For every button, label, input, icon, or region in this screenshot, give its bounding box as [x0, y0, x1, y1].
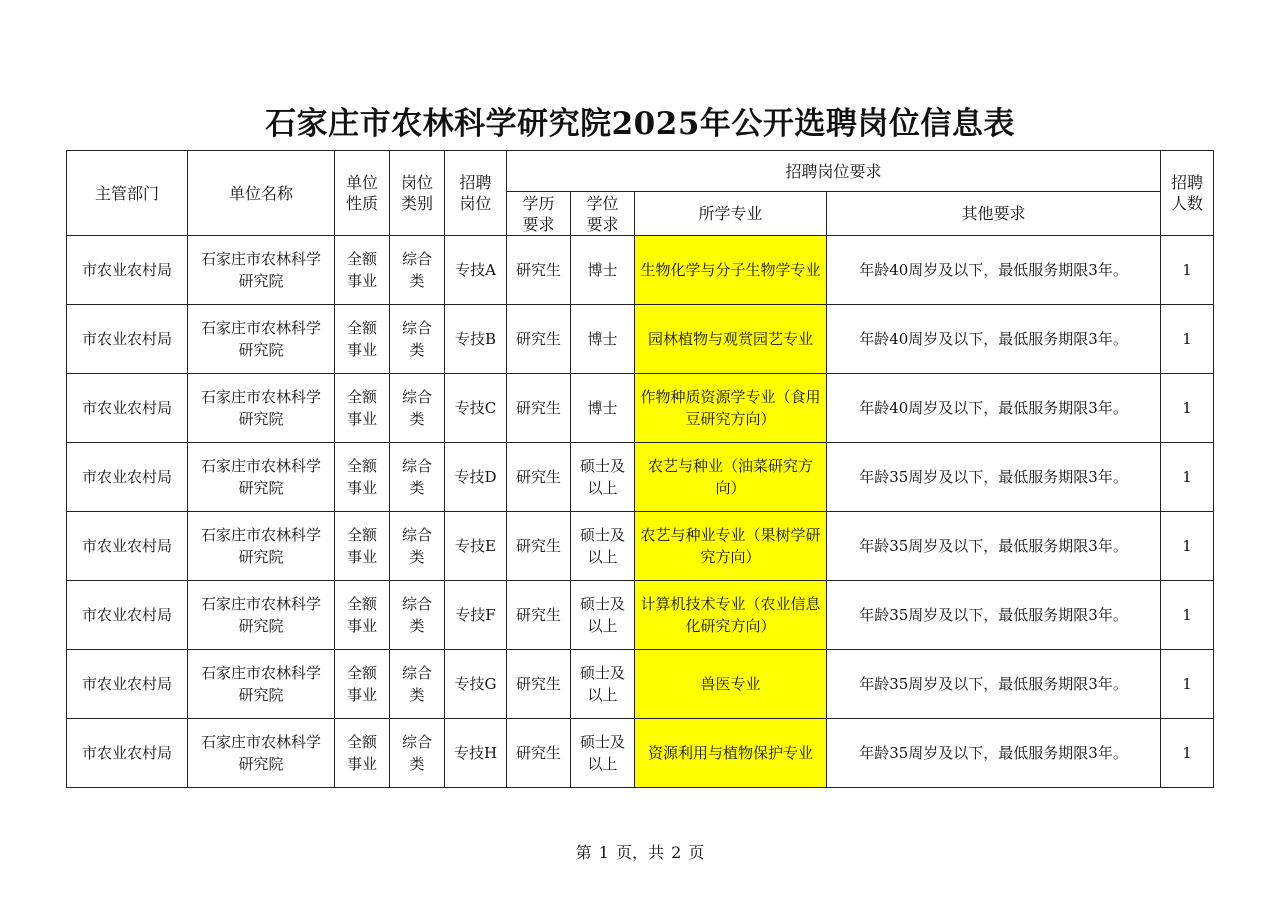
cell-post: 专技G [445, 650, 507, 719]
header-unit: 单位名称 [188, 151, 335, 236]
cell-dept: 市农业农村局 [67, 305, 188, 374]
cell-nature: 全额 事业 [335, 305, 390, 374]
cell-nature: 全额 事业 [335, 650, 390, 719]
cell-education: 研究生 [507, 512, 571, 581]
cell-count: 1 [1161, 512, 1214, 581]
cell-post: 专技E [445, 512, 507, 581]
cell-dept: 市农业农村局 [67, 374, 188, 443]
cell-nature: 全额 事业 [335, 581, 390, 650]
cell-other: 年龄35周岁及以下，最低服务期限3年。 [827, 719, 1161, 788]
cell-other: 年龄40周岁及以下，最低服务期限3年。 [827, 236, 1161, 305]
cell-count: 1 [1161, 374, 1214, 443]
cell-unit: 石家庄市农林科学 研究院 [188, 443, 335, 512]
cell-count: 1 [1161, 236, 1214, 305]
header-nature: 单位 性质 [335, 151, 390, 236]
cell-other: 年龄35周岁及以下，最低服务期限3年。 [827, 650, 1161, 719]
cell-category: 综合 类 [390, 236, 445, 305]
header-category: 岗位 类别 [390, 151, 445, 236]
cell-major: 农艺与种业专业（果树学研究方向） [635, 512, 827, 581]
cell-post: 专技D [445, 443, 507, 512]
cell-category: 综合 类 [390, 443, 445, 512]
table-row [67, 650, 1214, 719]
cell-nature: 全额 事业 [335, 443, 390, 512]
cell-dept: 市农业农村局 [67, 719, 188, 788]
cell-degree: 硕士及 以上 [571, 443, 635, 512]
header-education: 学历 要求 [507, 192, 571, 236]
cell-post: 专技F [445, 581, 507, 650]
cell-degree: 硕士及 以上 [571, 719, 635, 788]
cell-unit: 石家庄市农林科学 研究院 [188, 512, 335, 581]
cell-count: 1 [1161, 650, 1214, 719]
cell-dept: 市农业农村局 [67, 650, 188, 719]
cell-other: 年龄35周岁及以下，最低服务期限3年。 [827, 443, 1161, 512]
cell-dept: 市农业农村局 [67, 236, 188, 305]
cell-post: 专技H [445, 719, 507, 788]
cell-nature: 全额 事业 [335, 236, 390, 305]
cell-education: 研究生 [507, 650, 571, 719]
footer-suffix: 页 [688, 843, 705, 862]
cell-unit: 石家庄市农林科学 研究院 [188, 581, 335, 650]
cell-education: 研究生 [507, 305, 571, 374]
page-title: 石家庄市农林科学研究院2025年公开选聘岗位信息表 [265, 106, 1015, 142]
cell-category: 综合 类 [390, 719, 445, 788]
header-degree: 学位 要求 [571, 192, 635, 236]
cell-category: 综合 类 [390, 512, 445, 581]
table-row [67, 236, 1214, 305]
cell-count: 1 [1161, 443, 1214, 512]
header-post: 招聘 岗位 [445, 151, 507, 236]
cell-education: 研究生 [507, 374, 571, 443]
cell-degree: 博士 [571, 374, 635, 443]
cell-dept: 市农业农村局 [67, 512, 188, 581]
header-major: 所学专业 [635, 192, 827, 236]
header-dept: 主管部门 [67, 151, 188, 236]
cell-major: 作物种质资源学专业（食用豆研究方向） [635, 374, 827, 443]
cell-major: 生物化学与分子生物学专业 [635, 236, 827, 305]
header-other: 其他要求 [827, 192, 1161, 236]
cell-nature: 全额 事业 [335, 719, 390, 788]
cell-dept: 市农业农村局 [67, 581, 188, 650]
footer-total: 2 [671, 843, 682, 862]
page-footer [0, 840, 1280, 863]
table-row [67, 581, 1214, 650]
cell-unit: 石家庄市农林科学 研究院 [188, 650, 335, 719]
cell-education: 研究生 [507, 236, 571, 305]
cell-category: 综合 类 [390, 374, 445, 443]
table-row [67, 443, 1214, 512]
cell-education: 研究生 [507, 719, 571, 788]
cell-education: 研究生 [507, 443, 571, 512]
cell-major: 计算机技术专业（农业信息化研究方向） [635, 581, 827, 650]
cell-unit: 石家庄市农林科学 研究院 [188, 719, 335, 788]
header-requirements-group: 招聘岗位要求 [507, 151, 1161, 192]
footer-mid: 页，共 [615, 843, 664, 862]
cell-nature: 全额 事业 [335, 374, 390, 443]
cell-education: 研究生 [507, 581, 571, 650]
cell-count: 1 [1161, 719, 1214, 788]
cell-nature: 全额 事业 [335, 512, 390, 581]
header-count: 招聘 人数 [1161, 151, 1214, 236]
cell-category: 综合 类 [390, 581, 445, 650]
cell-major: 农艺与种业（油菜研究方向） [635, 443, 827, 512]
cell-category: 综合 类 [390, 650, 445, 719]
cell-major: 兽医专业 [635, 650, 827, 719]
cell-post: 专技C [445, 374, 507, 443]
cell-post: 专技B [445, 305, 507, 374]
table-row [67, 719, 1214, 788]
cell-other: 年龄35周岁及以下，最低服务期限3年。 [827, 581, 1161, 650]
cell-major: 园林植物与观赏园艺专业 [635, 305, 827, 374]
cell-other: 年龄35周岁及以下，最低服务期限3年。 [827, 512, 1161, 581]
cell-count: 1 [1161, 581, 1214, 650]
cell-degree: 博士 [571, 305, 635, 374]
cell-major: 资源利用与植物保护专业 [635, 719, 827, 788]
cell-unit: 石家庄市农林科学 研究院 [188, 374, 335, 443]
cell-count: 1 [1161, 305, 1214, 374]
cell-degree: 博士 [571, 236, 635, 305]
table-row [67, 512, 1214, 581]
cell-unit: 石家庄市农林科学 研究院 [188, 236, 335, 305]
recruitment-table [66, 150, 1214, 788]
footer-page: 1 [598, 843, 609, 862]
cell-category: 综合 类 [390, 305, 445, 374]
table-row [67, 305, 1214, 374]
cell-degree: 硕士及 以上 [571, 581, 635, 650]
cell-degree: 硕士及 以上 [571, 512, 635, 581]
cell-dept: 市农业农村局 [67, 443, 188, 512]
footer-prefix: 第 [575, 843, 592, 862]
cell-other: 年龄40周岁及以下，最低服务期限3年。 [827, 374, 1161, 443]
cell-other: 年龄40周岁及以下，最低服务期限3年。 [827, 305, 1161, 374]
cell-degree: 硕士及 以上 [571, 650, 635, 719]
cell-unit: 石家庄市农林科学 研究院 [188, 305, 335, 374]
table-row [67, 374, 1214, 443]
cell-post: 专技A [445, 236, 507, 305]
